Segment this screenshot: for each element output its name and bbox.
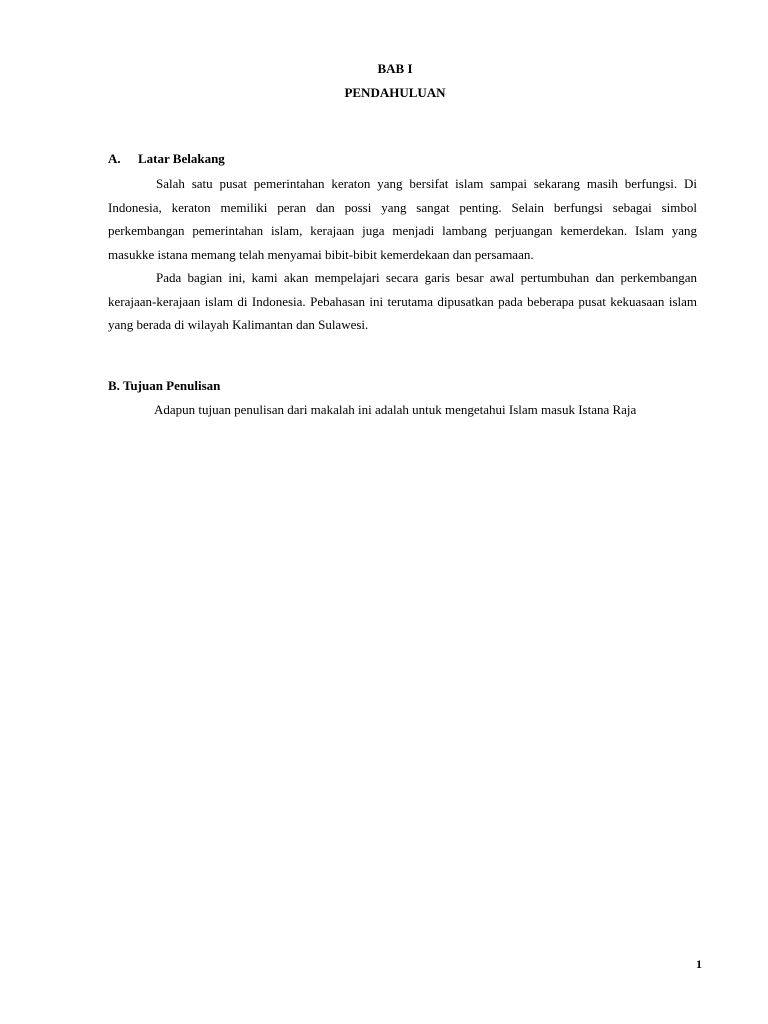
page-number: 1 bbox=[696, 957, 702, 971]
section-body-latar-belakang bbox=[108, 172, 697, 337]
chapter-title: PENDAHULUAN bbox=[344, 85, 446, 100]
paragraph: Salah satu pusat pemerintahan keraton yang bersifat islam sampai sekarang masih berfungsi. Di Indonesia, keraton memiliki peran dan possi yang sangat penting. Selain berfungsi sebagai simbol perkembangan pemerintahan islam, kerajaan juga menjadi lambang perjuangan kemerdekan. Islam yang masukke istana memang telah menyamai bibit-bibit kemerdekaan dan persamaan. bbox=[108, 176, 697, 262]
section-marker: A. bbox=[108, 151, 121, 166]
section-title: Latar Belakang bbox=[138, 151, 225, 166]
paragraph: Adapun tujuan penulisan dari makalah ini adalah untuk mengetahui Islam masuk Istana Raja bbox=[154, 402, 637, 417]
section-title: Tujuan Penulisan bbox=[122, 378, 221, 393]
chapter-number: BAB I bbox=[377, 61, 413, 76]
section-body-tujuan-penulisan bbox=[108, 398, 697, 422]
section-heading-tujuan-penulisan bbox=[108, 378, 220, 394]
paragraph: Pada bagian ini, kami akan mempelajari secara garis besar awal pertumbuhan dan perkembangan kerajaan-kerajaan islam di Indonesia. Pebahasan ini terutama dipusatkan pada beberapa pusat kekuasaan islam yang berada di wilayah Kalimantan dan Sulawesi. bbox=[108, 270, 697, 332]
section-marker: B. bbox=[108, 378, 120, 393]
section-heading-latar-belakang bbox=[108, 151, 225, 167]
